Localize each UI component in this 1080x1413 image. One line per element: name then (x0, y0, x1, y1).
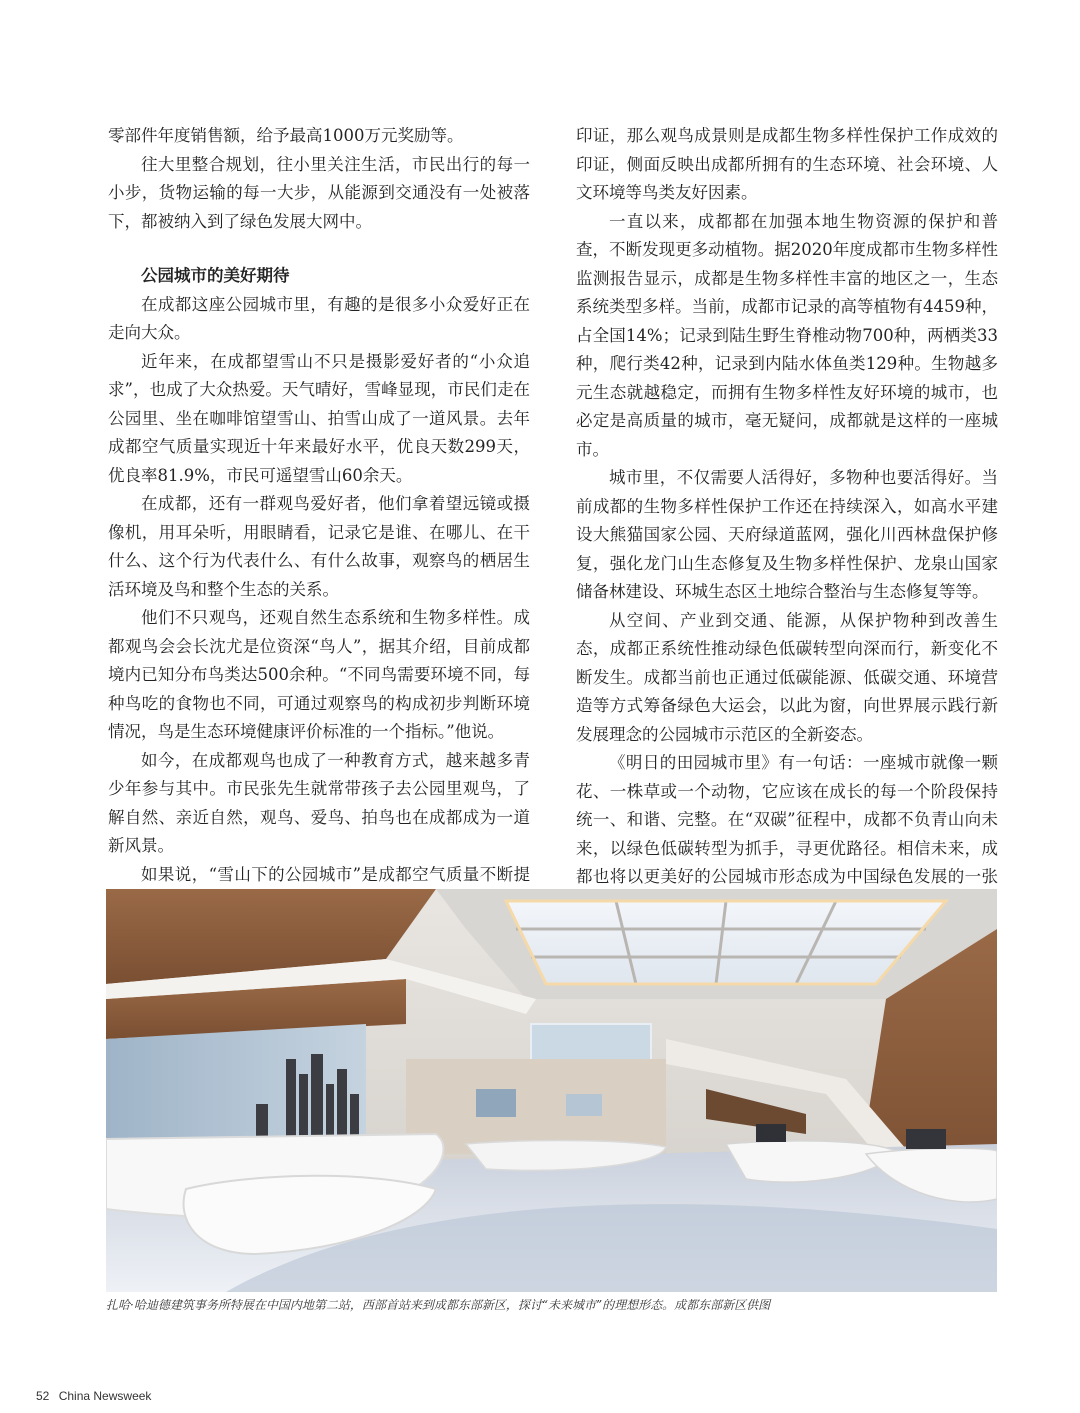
right-column (576, 122, 998, 920)
paragraph: 他们不只观鸟，还观自然生态系统和生物多样性。成都观鸟会会长沈尤是位资深“鸟人”，据其介绍，目前成都境内已知分布鸟类达500余种。“不同鸟需要环境不同，每种鸟吃的食物也不同，可通过观察鸟的构成初步判断环境情况，鸟是生态环境健康评价标准的一个指标。”他说。 (108, 608, 530, 741)
page-footer (36, 1389, 151, 1403)
paragraph: 如今，在成都观鸟也成了一种教育方式，越来越多青少年参与其中。市民张先生就常带孩子去公园里观鸟，了解自然、亲近自然，观鸟、爱鸟、拍鸟也在成都成为一道新风景。 (108, 750, 530, 855)
photo-caption: 扎哈·哈迪德建筑事务所特展在中国内地第二站，西部首站来到成都东部新区，探讨“未来城市”的理想形态。成都东部新区供图 (106, 1298, 771, 1312)
paragraph: 从空间、产业到交通、能源，从保护物种到改善生态，成都正系统性推动绿色低碳转型向深而行，新变化不断发生。成都当前也正通过低碳能源、低碳交通、环境营造等方式筹备绿色大运会，以此为窗，向世界展示践行新发展理念的公园城市示范区的全新姿态。 (576, 610, 998, 744)
paragraph: 在成都这座公园城市里，有趣的是很多小众爱好正在走向大众。 (108, 294, 530, 342)
left-column (108, 122, 530, 918)
paragraph: 一直以来，成都都在加强本地生物资源的保护和普查，不断发现更多动植物。据2020年度成都市生物多样性监测报告显示，成都是生物多样性丰富的地区之一，生态系统类型多样。当前，成都市记录的高等植物有4459种，占全国14%；记录到陆生野生脊椎动物700种，两栖类33种，爬行类42种，记录到内陆水体鱼类129种。生物越多元生态就越稳定，而拥有生物多样性友好环境的城市，也必定是高质量的城市，毫无疑问，成都就是这样的一座城市。 (576, 211, 998, 459)
paragraph: 往大里整合规划，往小里关注生活，市民出行的每一小步，货物运输的每一大步，从能源到交通没有一处被落下，都被纳入到了绿色发展大网中。 (108, 154, 530, 231)
paragraph-text: 《明日的田园城市里》有一句话：一座城市就像一颗花、一株草或一个动物，它应该在成长的每一个阶段保持统一、和谐、完整。在“双碳”征程中，成都不负青山向未来，以绿色低碳转型为抓手，寻更优路径。相信未来，成都也将以更美好的公园城市形态成为中国绿色发展的一张 (576, 753, 998, 886)
publication-name: China Newsweek (58, 1389, 152, 1403)
paragraph: 在成都，还有一群观鸟爱好者，他们拿着望远镜或摄像机，用耳朵听，用眼睛看，记录它是谁、在哪儿、在干什么、这个行为代表什么、有什么故事，观察鸟的栖居生活环境及鸟和整个生态的关系。 (108, 494, 530, 599)
exhibition-hall-photo (106, 889, 997, 1292)
paragraph: 印证，那么观鸟成景则是成都生物多样性保护工作成效的印证，侧面反映出成都所拥有的生态环境、社会环境、人文环境等鸟类友好因素。 (576, 126, 998, 202)
paragraph: 近年来，在成都望雪山不只是摄影爱好者的“小众追求”，也成了大众热爱。天气晴好，雪峰显现，市民们走在公园里、坐在咖啡馆望雪山、拍雪山成了一道风景。去年成都空气质量实现近十年来最好水平，优良天数299天，优良率81.9%，市民可遥望雪山60余天。 (108, 351, 530, 485)
paragraph: 如果说，“雪山下的公园城市”是成都空气质量不断提 (141, 864, 530, 884)
paragraph: 城市里，不仅需要人活得好，多物种也要活得好。当前成都的生物多样性保护工作还在持续深入，如高水平建设大熊猫国家公园、天府绿道蓝网，强化川西林盘保护修复，强化龙门山生态修复及生物多样性保护、龙泉山国家储备林建设、环城生态区土地综合整治与生态修复等等。 (576, 468, 998, 601)
paragraph: 零部件年度销售额，给予最高1000万元奖励等。 (108, 126, 464, 145)
section-heading: 公园城市的美好期待 (141, 266, 290, 285)
page-number: 52 (36, 1389, 50, 1403)
